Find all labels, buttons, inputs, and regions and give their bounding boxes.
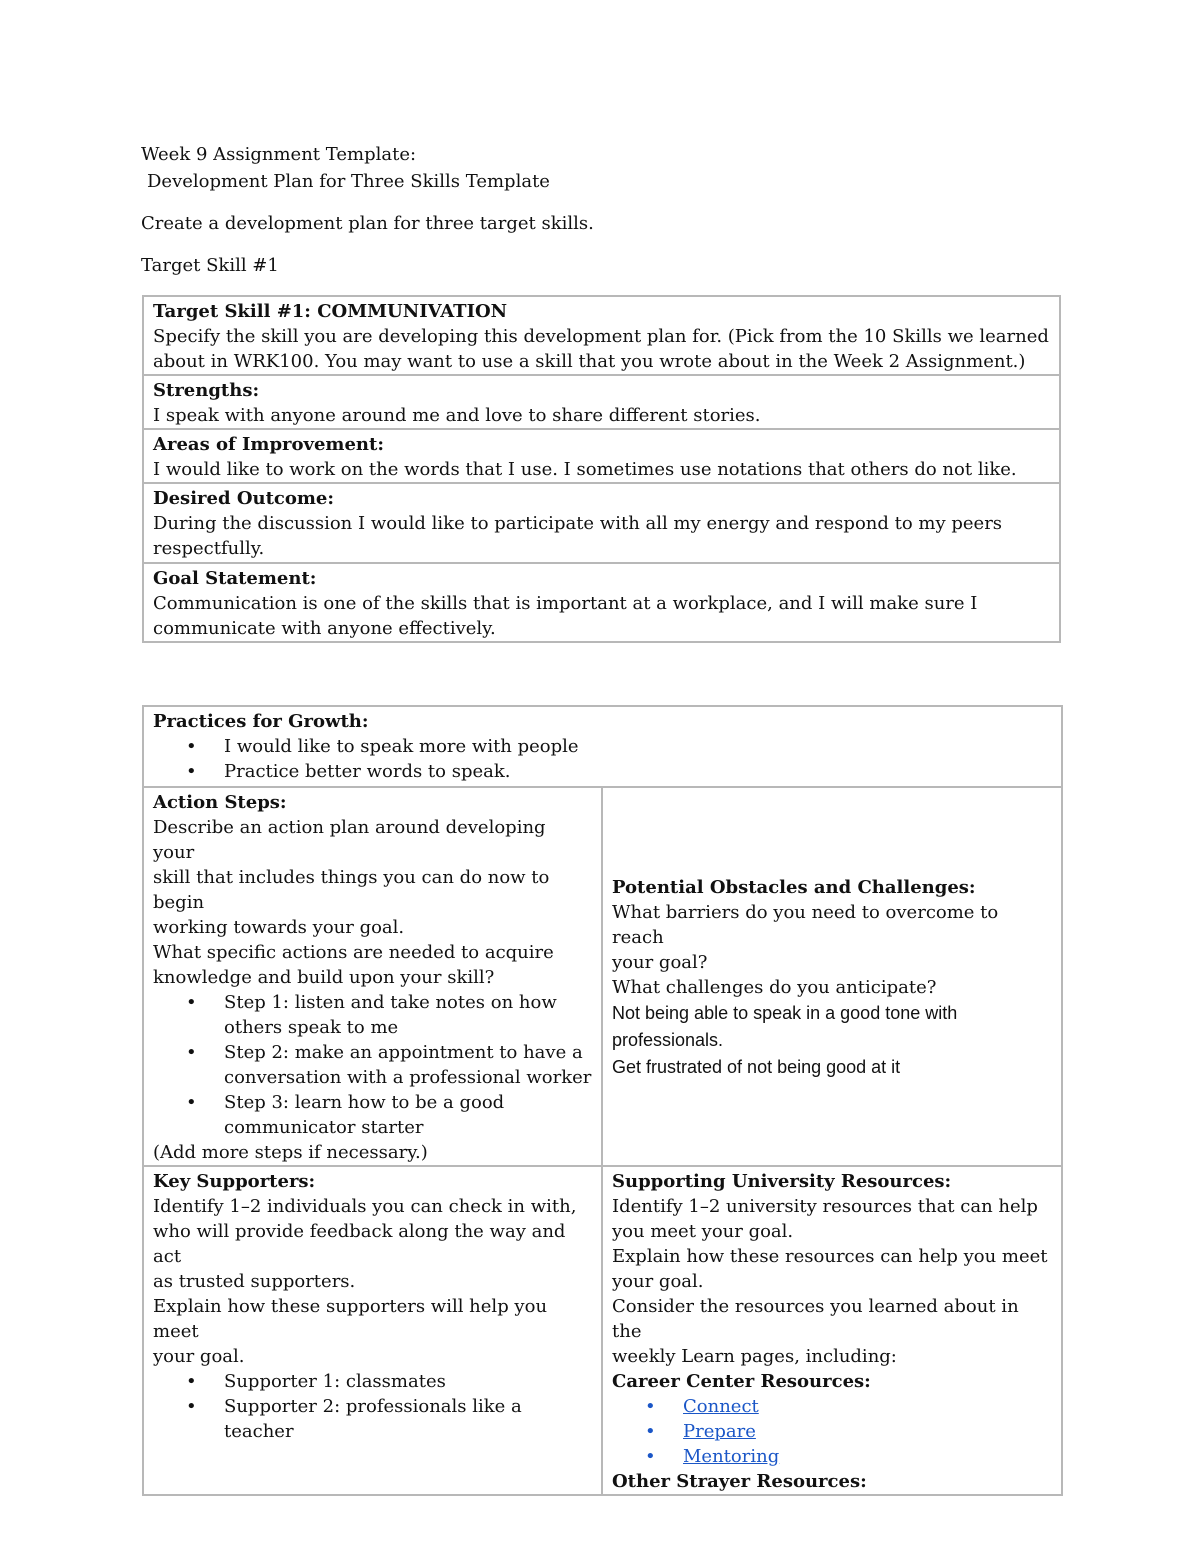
obstacles-answer: professionals. <box>612 1029 724 1050</box>
outcome-text: respectfully. <box>153 538 265 559</box>
action-steps-text: Describe an action plan around developing your <box>153 817 546 863</box>
bullet-icon: • <box>645 1446 656 1467</box>
obstacles-text: What barriers do you need to overcome to reach <box>612 901 999 948</box>
goal-cell <box>143 563 1060 642</box>
supporters-text: who will provide feedback along the way and act <box>153 1221 566 1267</box>
action-steps-text: What specific actions are needed to acquire <box>153 942 554 963</box>
supporters-text: Explain how these supporters will help you meet <box>153 1296 548 1342</box>
strengths-text: I speak with anyone around me and love to share different stories. <box>153 405 761 426</box>
action-steps-text: skill that includes things you can do now to begin <box>153 867 550 913</box>
target-skill-text: Specify the skill you are developing this development plan for. (Pick from the 10 Skills we learned <box>153 326 1049 347</box>
resources-cell <box>602 1166 1062 1495</box>
improvement-label: Areas of Improvement: <box>153 434 384 455</box>
action-steps-label: Action Steps: <box>153 792 287 813</box>
obstacles-cell <box>602 787 1062 1166</box>
supporters-text: Identify 1–2 individuals you can check in with, <box>153 1196 577 1217</box>
list-item: • Step 2: make an appointment to have a conversation with a professional worker <box>186 1042 592 1088</box>
resources-text: Explain how these resources can help you meet <box>612 1246 1048 1267</box>
outcome-label: Desired Outcome: <box>153 488 335 509</box>
strengths-label: Strengths: <box>153 380 260 401</box>
bullet-icon: • <box>186 1371 197 1392</box>
goal-row <box>143 563 1060 642</box>
other-resources-label: Other Strayer Resources: <box>612 1471 867 1492</box>
plan-table <box>142 705 1063 1496</box>
bullet-icon: • <box>645 1421 656 1442</box>
supporters-cell <box>143 1166 602 1495</box>
outcome-cell <box>143 483 1060 563</box>
action-steps-text: knowledge and build upon your skill? <box>153 967 495 988</box>
practices-cell <box>143 706 1062 787</box>
resources-text: Identify 1–2 university resources that can help <box>612 1196 1038 1217</box>
resources-label: Supporting University Resources: <box>612 1171 952 1192</box>
action-steps-text: working towards your goal. <box>153 917 405 938</box>
bullet-icon: • <box>186 1042 197 1063</box>
career-center-links <box>612 1394 1052 1469</box>
connect-link[interactable]: Connect <box>683 1396 759 1417</box>
supporters-list <box>153 1369 592 1444</box>
list-item: • Practice better words to speak. <box>186 761 511 782</box>
bullet-icon: • <box>645 1396 656 1417</box>
goal-text: communicate with anyone effectively. <box>153 618 496 639</box>
strengths-cell <box>143 375 1060 429</box>
action-steps-cell <box>143 787 602 1166</box>
practices-row <box>143 706 1062 787</box>
document-subtitle: Development Plan for Three Skills Template <box>147 171 550 192</box>
obstacles-text: What challenges do you anticipate? <box>612 976 937 998</box>
career-center-label: Career Center Resources: <box>612 1371 871 1392</box>
bullet-icon: • <box>186 1092 197 1113</box>
bullet-icon: • <box>186 736 197 757</box>
obstacles-answer: Get frustrated of not being good at it <box>612 1056 901 1077</box>
improvement-text: I would like to work on the words that I use. I sometimes use notations that others do not like. <box>153 459 1017 480</box>
supporters-label: Key Supporters: <box>153 1171 316 1192</box>
resources-text: your goal. <box>612 1271 704 1292</box>
document-title: Week 9 Assignment Template: <box>141 144 417 165</box>
obstacles-label: Potential Obstacles and Challenges: <box>612 876 976 898</box>
list-item <box>645 1444 1052 1469</box>
action-steps-list <box>153 990 592 1140</box>
mentoring-link[interactable]: Mentoring <box>683 1446 780 1467</box>
list-item <box>645 1394 1052 1419</box>
bullet-icon: • <box>186 992 197 1013</box>
list-item: • I would like to speak more with people <box>186 736 579 757</box>
obstacles-answer: Not being able to speak in a good tone with <box>612 1002 958 1023</box>
action-obstacles-row <box>143 787 1062 1166</box>
list-item: • Supporter 1: classmates <box>186 1371 446 1392</box>
outcome-row <box>143 483 1060 563</box>
list-item <box>645 1419 1052 1444</box>
list-item: • Supporter 2: professionals like a teacher <box>186 1396 522 1442</box>
resources-text: you meet your goal. <box>612 1221 794 1242</box>
list-item: • Step 1: listen and take notes on how others speak to me <box>186 992 557 1038</box>
supporters-text: your goal. <box>153 1346 245 1367</box>
target-skill-cell <box>143 296 1060 375</box>
practices-label: Practices for Growth: <box>153 711 369 732</box>
bullet-icon: • <box>186 1396 197 1417</box>
prepare-link[interactable]: Prepare <box>683 1421 756 1442</box>
supporters-resources-row <box>143 1166 1062 1495</box>
goal-text: Communication is one of the skills that is important at a workplace, and I will make sure I <box>153 593 978 614</box>
target-skill-row <box>143 296 1060 375</box>
practices-list <box>153 734 1052 784</box>
section-label: Target Skill #1 <box>141 255 279 276</box>
resources-text: Consider the resources you learned about in the <box>612 1296 1019 1342</box>
outcome-text: During the discussion I would like to participate with all my energy and respond to my peers <box>153 513 1003 534</box>
improvement-cell <box>143 429 1060 483</box>
improvement-row <box>143 429 1060 483</box>
resources-text: weekly Learn pages, including: <box>612 1346 897 1367</box>
obstacles-text: your goal? <box>612 951 708 973</box>
goal-label: Goal Statement: <box>153 568 317 589</box>
target-skill-text: about in WRK100. You may want to use a skill that you wrote about in the Week 2 Assignment.) <box>153 351 1026 372</box>
target-skill-label: Target Skill #1: COMMUNIVATION <box>153 301 508 322</box>
list-item: • Step 3: learn how to be a good communicator starter <box>186 1092 505 1138</box>
strengths-row <box>143 375 1060 429</box>
instruction-text: Create a development plan for three target skills. <box>141 213 594 234</box>
bullet-icon: • <box>186 761 197 782</box>
supporters-text: as trusted supporters. <box>153 1271 356 1292</box>
skill-table <box>142 295 1061 643</box>
action-steps-footer: (Add more steps if necessary.) <box>153 1142 428 1163</box>
